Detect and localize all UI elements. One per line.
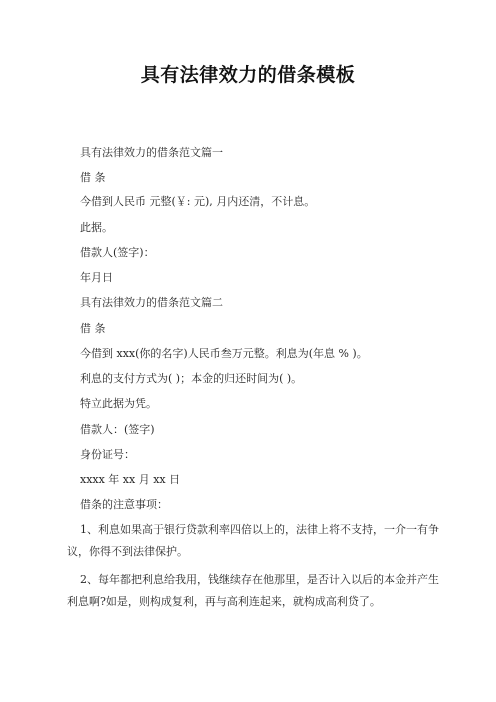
document-title: 具有法律效力的借条模板 — [140, 64, 356, 86]
borrower-signature-two: 借款人：(签字) — [80, 423, 155, 436]
note-paragraph-one: 1、利息如果高于银行贷款利率四倍以上的，法律上将不支持，一介一有争议，你得不到法律保护。 — [67, 523, 439, 558]
iou-heading-one: 借 条 — [80, 171, 106, 184]
section-heading-one: 具有法律效力的借条范文篇一 — [80, 146, 223, 159]
borrower-signature-one: 借款人(签字)： — [80, 246, 155, 259]
payment-terms: 利息的支付方式为( )；本金的归还时间为( )。 — [80, 372, 303, 385]
id-number-line: 身份证号： — [80, 448, 135, 461]
loan-statement-one: 今借到人民币 元整(￥: 元), 月内还清，不计息。 — [80, 195, 316, 208]
notes-heading: 借条的注意事项： — [80, 498, 168, 511]
section-heading-two: 具有法律效力的借条范文篇二 — [80, 296, 223, 309]
closing-text-two: 特立此据为凭。 — [80, 397, 157, 410]
date-line-one: 年月日 — [80, 271, 113, 284]
iou-heading-two: 借 条 — [80, 322, 106, 335]
date-line-two: xxxx 年 xx 月 xx 日 — [80, 473, 181, 486]
note-paragraph-two: 2、每年都把利息给我用，钱继续存在他那里，是否计入以后的本金并产生利息啊?如是，则构成复利，再与高利连起来，就构成高利贷了。 — [67, 573, 439, 608]
loan-statement-two: 今借到 xxx(你的名字)人民币叁万元整。利息为(年息 % )。 — [80, 347, 368, 360]
closing-text-one: 此据。 — [80, 221, 113, 234]
